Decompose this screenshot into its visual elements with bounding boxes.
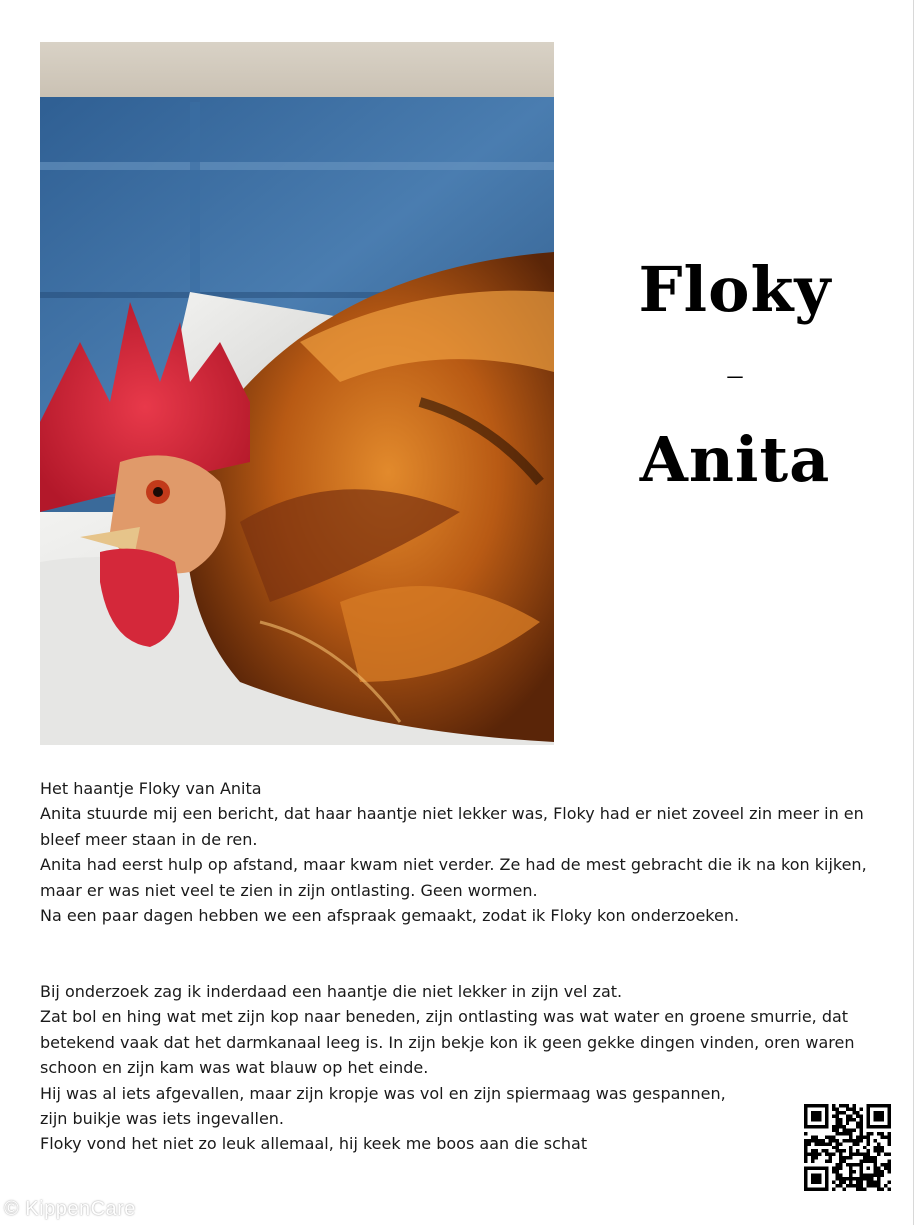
paragraph-line: zijn buikje was iets ingevallen. <box>40 1109 285 1129</box>
rooster-photo <box>40 42 554 745</box>
title-owner-name: Anita <box>639 423 831 496</box>
rooster-illustration <box>40 42 554 745</box>
title-block <box>600 250 870 500</box>
paragraph-line: Hij was al iets afgevallen, maar zijn kropje was vol en zijn spiermaag was gespannen, <box>40 1083 726 1103</box>
paragraph-line: Bij onderzoek zag ik inderdaad een haantje die niet lekker in zijn vel zat. <box>40 982 623 1001</box>
paragraph-line: Floky vond het niet zo leuk allemaal, hij keek me boos aan die schat <box>40 1134 588 1154</box>
paragraph-block-examination <box>40 979 900 1157</box>
paragraph-line: Na een paar dagen hebben we een afspraak gemaakt, zodat ik Floky kon onderzoeken. <box>40 906 740 926</box>
title-separator: – <box>727 358 743 391</box>
title-rooster-name: Floky <box>638 253 832 326</box>
paragraph-line: Het haantje Floky van Anita <box>40 779 262 798</box>
qr-code-graphic <box>804 1104 891 1191</box>
paragraph-line: Anita stuurde mij een bericht, dat haar haantje niet lekker was, Floky had er niet zoveel zin meer in en bleef meer staan in de ren. <box>40 804 864 849</box>
paragraph-block-intro <box>40 776 900 928</box>
paragraph-line: Zat bol en hing wat met zijn kop naar beneden, zijn ontlasting was wat water en groene smurrie, dat betekend vaak dat het darmkanaal leeg is. In zijn bekje kon ik geen gekke dingen vinden, oren waren schoon en zijn kam was wat blauw op het einde. <box>40 1007 855 1078</box>
watermark: © KippenCare <box>4 1198 136 1220</box>
paragraph-line: Anita had eerst hulp op afstand, maar kwam niet verder. Ze had de mest gebracht die ik na kon kijken, maar er was niet veel te zien in zijn ontlasting. Geen wormen. <box>40 855 867 900</box>
qr-code-icon[interactable] <box>804 1104 891 1191</box>
